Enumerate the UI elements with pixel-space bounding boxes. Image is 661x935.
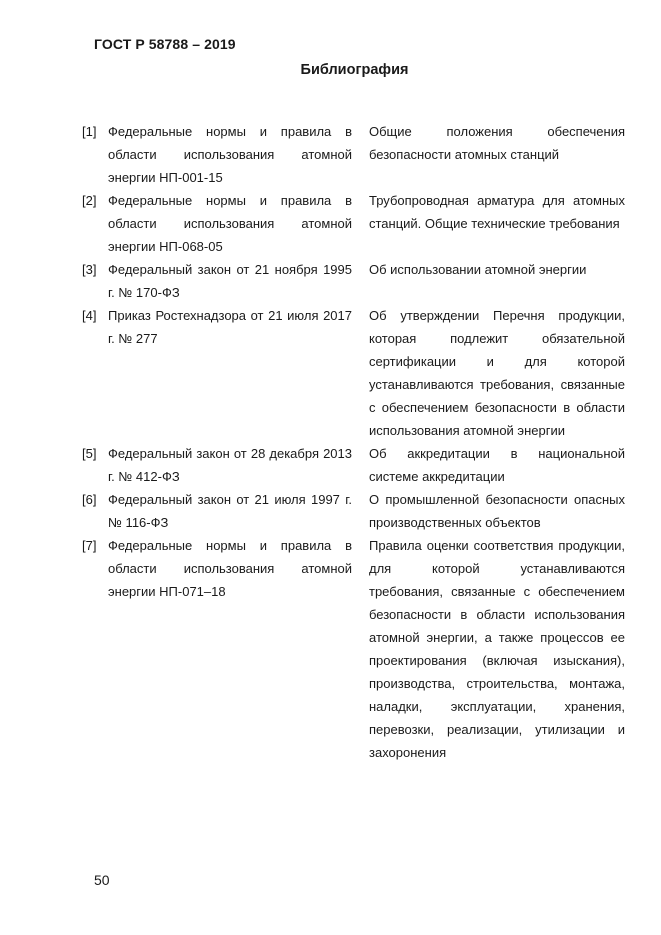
bibliography-entry: [82, 304, 627, 442]
entry-document: Федеральные нормы и правила в области использования атомной энергии НП-001-15: [108, 124, 352, 185]
entry-description: О промышленной безопасности опасных производственных объектов: [369, 492, 625, 530]
entry-document: Федеральный закон от 28 декабря 2013 г. № 412-ФЗ: [108, 446, 352, 484]
bibliography-entry: [82, 189, 627, 258]
entry-document: Федеральные нормы и правила в области использования атомной энергии НП-071–18: [108, 538, 352, 599]
bibliography-entry: [82, 442, 627, 488]
entry-number: [6]: [82, 492, 97, 507]
bibliography-entry: [82, 120, 627, 189]
bibliography-entry: [82, 258, 627, 304]
entry-number: [1]: [82, 124, 97, 139]
entry-description: Правила оценки соответствия продукции, для которой устанавливаются требования, связанные с обеспечением безопасности в области использования атомной энергии, а также процессов ее проектирования (включая изыскания), производства, строительства, монтажа, наладки, эксплуатации, хранения, перевозки, реализации, утилизации и захоронения: [369, 538, 625, 760]
document-header: ГОСТ Р 58788 – 2019: [94, 36, 236, 52]
entry-number: [4]: [82, 308, 97, 323]
entry-description: Об аккредитации в национальной системе аккредитации: [369, 446, 625, 484]
entry-number: [3]: [82, 262, 97, 277]
entry-document: Федеральный закон от 21 ноября 1995 г. № 170-ФЗ: [108, 262, 352, 300]
bibliography-entry: [82, 488, 627, 534]
entry-description: Об утверждении Перечня продукции, которая подлежит обязательной сертификации и для которой устанавливаются требования, связанные с обеспечением безопасности в области использования атомной энергии: [369, 308, 625, 438]
entry-document: Федеральные нормы и правила в области использования атомной энергии НП-068-05: [108, 193, 352, 254]
entry-document: Федеральный закон от 21 июля 1997 г. № 116-ФЗ: [108, 492, 352, 530]
entry-document: Приказ Ростехнадзора от 21 июля 2017 г. № 277: [108, 308, 352, 346]
entry-description: Трубопроводная арматура для атомных станций. Общие технические требования: [369, 193, 625, 231]
entry-number: [5]: [82, 446, 97, 461]
entry-description: Об использовании атомной энергии: [369, 262, 587, 277]
entry-description: Общие положения обеспечения безопасности атомных станций: [369, 124, 625, 162]
bibliography-list: [82, 120, 627, 764]
bibliography-entry: [82, 534, 627, 764]
page-number: 50: [94, 872, 110, 888]
entry-number: [7]: [82, 538, 97, 553]
entry-number: [2]: [82, 193, 97, 208]
page-title: Библиография: [300, 62, 409, 78]
